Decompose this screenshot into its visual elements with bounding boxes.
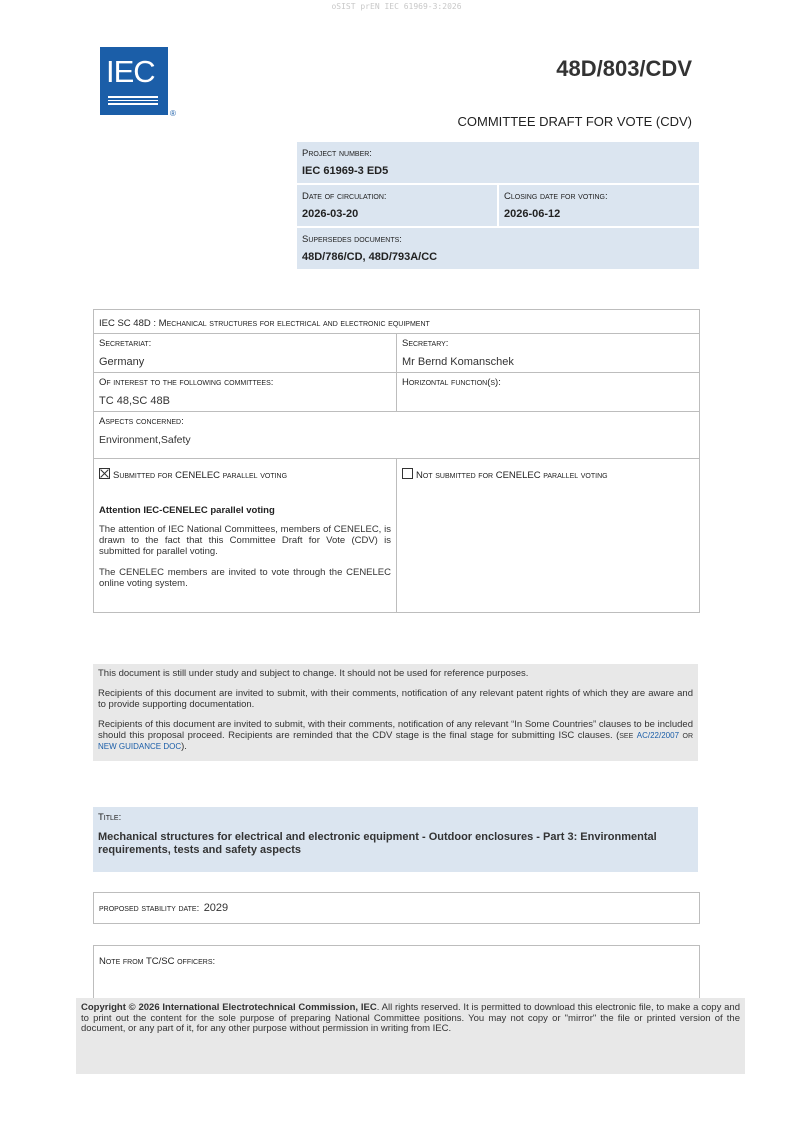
horizontal-label: Horizontal function(s): <box>402 377 501 388</box>
attention-title: Attention IEC-CENELEC parallel voting <box>99 505 275 516</box>
dates-row <box>297 185 699 228</box>
interest-row <box>94 373 699 412</box>
checked-checkbox-icon[interactable] <box>99 468 110 479</box>
logo-text: IEC <box>106 54 155 89</box>
notice-study: This document is still under study and subject to change. It should not be used for reference purposes. <box>98 668 529 679</box>
secretariat-label: Secretariat: <box>99 338 152 349</box>
document-number: 48D/803/CDV <box>556 56 692 81</box>
submitted-cell <box>94 459 396 612</box>
closing-cell <box>497 185 699 226</box>
copyright-text: . All rights reserved. It is permitted to download this electronic file, to make a copy and to print out the content for the sole purpose of preparing National Committee positions. You may not copy or "mirror" the file or printed version of the document, or any part of it, for any other purpose without permission in writing from IEC. <box>81 1002 740 1034</box>
copyright-bold: Copyright © 2026 International Electrotechnical Commission, IEC <box>81 1002 377 1013</box>
secretariat-value: Germany <box>99 356 145 368</box>
iec-logo <box>100 47 168 115</box>
committee-box <box>93 309 700 613</box>
stability-label: proposed stability date: <box>99 903 200 914</box>
secretary-value: Mr Bernd Komanschek <box>402 356 514 368</box>
aspects-value: Environment,Safety <box>99 434 191 446</box>
secretary-cell <box>396 334 699 372</box>
notice-box <box>93 664 698 761</box>
voting-row <box>94 459 699 612</box>
interest-label: Of interest to the following committees: <box>99 377 274 388</box>
closing-label: Closing date for voting: <box>504 191 608 202</box>
stability-value: 2029 <box>203 902 229 914</box>
project-number-label: Project number: <box>302 148 372 159</box>
interest-cell <box>94 373 396 411</box>
title-box <box>93 807 698 872</box>
document-type: COMMITTEE DRAFT FOR VOTE (CDV) <box>457 114 692 129</box>
interest-value: TC 48,SC 48B <box>99 395 170 407</box>
committee-header <box>94 310 699 334</box>
notice-see: see <box>619 730 634 741</box>
note-label: Note from TC/SC officers: <box>99 956 216 967</box>
horizontal-cell <box>396 373 699 411</box>
submitted-option[interactable] <box>99 468 391 481</box>
watermark: oSIST prEN IEC 61969-3:2026 <box>331 2 462 11</box>
not-submitted-option[interactable] <box>402 468 694 481</box>
notice-isc-text: Recipients of this document are invited to submit, with their comments, notification of any relevant “In Some Countries” clauses to be included should this proposal proceed. Recipients are reminded that the CDV stage is the final stage for submitting ISC clauses. ( <box>98 719 693 741</box>
not-submitted-cell <box>396 459 699 612</box>
copyright-box <box>76 998 745 1074</box>
not-submitted-label: Not submitted for CENELEC parallel voting <box>416 470 608 481</box>
link-ac-22-2007[interactable]: AC/22/2007 <box>636 731 680 740</box>
document-title: Mechanical structures for electrical and electronic equipment - Outdoor enclosures - Part 3: Environmental requirements, tests and safety aspects <box>98 831 657 856</box>
supersedes-docs: 48D/786/CD, 48D/793A/CC <box>302 251 438 263</box>
notice-patent: Recipients of this document are invited to submit, with their comments, notification of any relevant patent rights of which they are aware and to provide supporting documentation. <box>98 688 693 710</box>
registered-mark: ® <box>170 109 176 118</box>
project-number: IEC 61969-3 ED5 <box>302 165 389 177</box>
link-new-guidance-doc[interactable]: NEW GUIDANCE DOC <box>98 742 182 751</box>
circulation-cell <box>297 185 497 226</box>
members-text: The CENELEC members are invited to vote through the CENELEC online voting system. <box>99 567 391 589</box>
logo-lines <box>108 96 158 107</box>
stability-box <box>93 892 700 924</box>
committee-title: Mechanical structures for electrical and electronic equipment <box>158 318 430 329</box>
notice-isc <box>98 719 693 752</box>
aspects-label: Aspects concerned: <box>99 416 184 427</box>
closing-date: 2026-06-12 <box>504 208 561 220</box>
notice-end: ). <box>181 741 187 752</box>
title-label: Title: <box>98 812 122 823</box>
aspects-row <box>94 412 699 459</box>
circulation-date: 2026-03-20 <box>302 208 359 220</box>
attention-text: The attention of IEC National Committees, members of CENELEC, is drawn to the fact that this Committee Draft for Vote (CDV) is submitted for parallel voting. <box>99 524 391 557</box>
circulation-label: Date of circulation: <box>302 191 387 202</box>
supersedes-row <box>297 228 699 269</box>
project-number-row <box>297 142 699 185</box>
secretary-label: Secretary: <box>402 338 449 349</box>
committee-id: IEC SC 48D : <box>99 318 159 329</box>
secretariat-cell <box>94 334 396 372</box>
project-info-box <box>297 142 699 269</box>
notice-or: or <box>682 730 694 741</box>
supersedes-label: Supersedes documents: <box>302 234 402 245</box>
empty-checkbox-icon[interactable] <box>402 468 413 479</box>
submitted-label: Submitted for CENELEC parallel voting <box>113 470 288 481</box>
secretariat-row <box>94 334 699 373</box>
